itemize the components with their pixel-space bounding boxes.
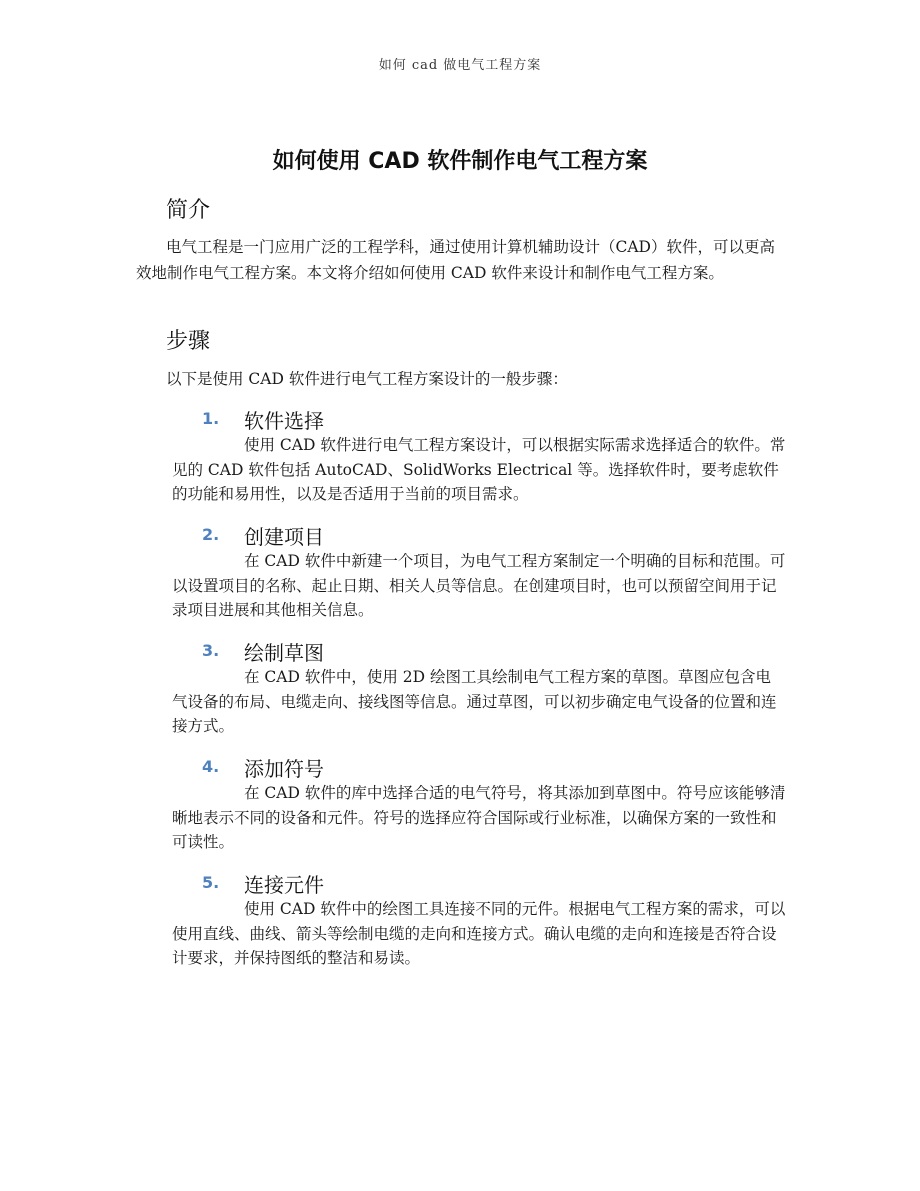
step-item-1 bbox=[172, 405, 786, 507]
step-body bbox=[172, 433, 786, 507]
step-title: 添加符号 bbox=[244, 757, 324, 781]
step-number: 5. bbox=[202, 873, 220, 892]
step-body-text: 在 CAD 软件中，使用 2D 绘图工具绘制电气工程方案的草图。草图应包含电气设备的布局、电缆走向、接线图等信息。通过草图，可以初步确定电气设备的位置和连接方式。 bbox=[172, 668, 777, 735]
step-title: 创建项目 bbox=[244, 525, 324, 549]
step-body-text: 在 CAD 软件的库中选择合适的电气符号，将其添加到草图中。符号应该能够清晰地表示不同的设备和元件。符号的选择应符合国际或行业标准，以确保方案的一致性和可读性。 bbox=[172, 784, 786, 851]
step-title: 连接元件 bbox=[244, 873, 324, 897]
step-body-text: 使用 CAD 软件中的绘图工具连接不同的元件。根据电气工程方案的需求，可以使用直线、曲线、箭头等绘制电缆的走向和连接方式。确认电缆的走向和连接是否符合设计要求，并保持图纸的整洁和易读。 bbox=[172, 900, 786, 967]
step-number: 4. bbox=[202, 757, 220, 776]
step-title: 绘制草图 bbox=[244, 641, 324, 665]
step-number: 1. bbox=[202, 409, 220, 428]
step-body bbox=[172, 665, 786, 739]
step-body bbox=[172, 549, 786, 623]
step-number: 2. bbox=[202, 525, 220, 544]
step-body-text: 使用 CAD 软件进行电气工程方案设计，可以根据实际需求选择适合的软件。常见的 CAD 软件包括 AutoCAD、SolidWorks Electrical 等。选择软件时，要考虑软件的功能和易用性，以及是否适用于当前的项目需求。 bbox=[172, 436, 786, 503]
step-title: 软件选择 bbox=[244, 409, 324, 433]
steps-lead-text: 以下是使用 CAD 软件进行电气工程方案设计的一般步骤： bbox=[166, 370, 568, 388]
step-body-text: 在 CAD 软件中新建一个项目，为电气工程方案制定一个明确的目标和范围。可以设置项目的名称、起止日期、相关人员等信息。在创建项目时，也可以预留空间用于记录项目进展和其他相关信息。 bbox=[172, 552, 786, 619]
page-header: 如何 cad 做电气工程方案 bbox=[378, 58, 542, 73]
steps-heading: 步骤 bbox=[166, 329, 211, 354]
step-item-3 bbox=[172, 637, 786, 739]
step-item-5 bbox=[172, 869, 786, 971]
intro-text: 电气工程是一门应用广泛的工程学科，通过使用计算机辅助设计（CAD）软件，可以更高效地制作电气工程方案。本文将介绍如何使用 CAD 软件来设计和制作电气工程方案。 bbox=[136, 238, 775, 282]
step-item-4 bbox=[172, 753, 786, 855]
step-body bbox=[172, 781, 786, 855]
intro-heading: 简介 bbox=[166, 198, 211, 223]
step-body bbox=[172, 897, 786, 971]
intro-paragraph bbox=[136, 234, 784, 286]
document-title: 如何使用 CAD 软件制作电气工程方案 bbox=[272, 149, 648, 174]
step-number: 3. bbox=[202, 641, 220, 660]
step-item-2 bbox=[172, 521, 786, 623]
